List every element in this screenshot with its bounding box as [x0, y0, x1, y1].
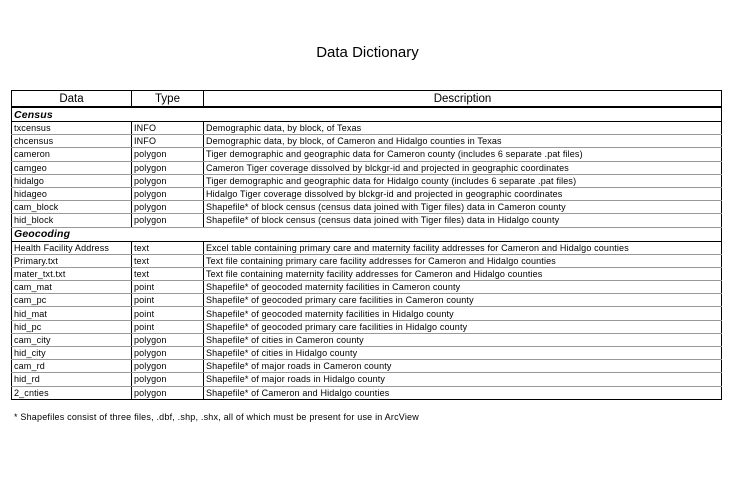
header-data: Data: [12, 91, 132, 108]
table-row: [12, 241, 722, 254]
table-row: [12, 122, 722, 135]
table-row: [12, 373, 722, 386]
cell-data: hidalgo: [12, 174, 132, 187]
cell-data: Health Facility Address: [12, 241, 132, 254]
header-description: Description: [204, 91, 722, 108]
data-dictionary-table: [11, 90, 722, 400]
cell-description: Demographic data, by block, of Texas: [204, 122, 722, 135]
cell-description: Shapefile* of geocoded maternity facilities in Hidalgo county: [204, 307, 722, 320]
header-type: Type: [132, 91, 204, 108]
cell-type: polygon: [132, 373, 204, 386]
table-row: [12, 201, 722, 214]
table-row: [12, 267, 722, 280]
cell-data: chcensus: [12, 135, 132, 148]
cell-description: Shapefile* of geocoded maternity facilities in Cameron county: [204, 281, 722, 294]
cell-description: Shapefile* of major roads in Cameron county: [204, 360, 722, 373]
cell-description: Shapefile* of Cameron and Hidalgo counties: [204, 386, 722, 399]
table-row: [12, 386, 722, 399]
table-row: [12, 214, 722, 227]
table-row: [12, 187, 722, 200]
cell-description: Demographic data, by block, of Cameron and Hidalgo counties in Texas: [204, 135, 722, 148]
cell-data: txcensus: [12, 122, 132, 135]
header-row: [12, 91, 722, 108]
cell-type: polygon: [132, 360, 204, 373]
cell-description: Shapefile* of block census (census data joined with Tiger files) data in Cameron county: [204, 201, 722, 214]
table-row: [12, 161, 722, 174]
cell-type: polygon: [132, 201, 204, 214]
footnote: * Shapefiles consist of three files, .dbf, .shp, .shx, all of which must be present for use in ArcView: [14, 412, 419, 422]
cell-type: polygon: [132, 386, 204, 399]
cell-data: cam_rd: [12, 360, 132, 373]
cell-description: Text file containing primary care facility addresses for Cameron and Hidalgo counties: [204, 254, 722, 267]
cell-type: point: [132, 294, 204, 307]
cell-data: cam_pc: [12, 294, 132, 307]
table-row: [12, 294, 722, 307]
cell-description: Text file containing maternity facility addresses for Cameron and Hidalgo counties: [204, 267, 722, 280]
cell-description: Shapefile* of cities in Hidalgo county: [204, 347, 722, 360]
section-title: Geocoding: [12, 227, 722, 241]
cell-data: hid_city: [12, 347, 132, 360]
cell-description: Shapefile* of major roads in Hidalgo county: [204, 373, 722, 386]
cell-description: Shapefile* of geocoded primary care facilities in Cameron county: [204, 294, 722, 307]
cell-description: Hidalgo Tiger coverage dissolved by blckgr-id and projected in geographic coordinates: [204, 187, 722, 200]
table-row: [12, 320, 722, 333]
cell-data: cam_block: [12, 201, 132, 214]
table-row: [12, 307, 722, 320]
cell-description: Tiger demographic and geographic data for Hidalgo county (includes 6 separate .pat files): [204, 174, 722, 187]
cell-data: Primary.txt: [12, 254, 132, 267]
cell-type: text: [132, 241, 204, 254]
cell-type: polygon: [132, 333, 204, 346]
table-row: [12, 333, 722, 346]
cell-data: hidageo: [12, 187, 132, 200]
cell-type: polygon: [132, 148, 204, 161]
table-row: [12, 148, 722, 161]
cell-data: camgeo: [12, 161, 132, 174]
cell-description: Shapefile* of cities in Cameron county: [204, 333, 722, 346]
cell-data: hid_block: [12, 214, 132, 227]
table-row: [12, 254, 722, 267]
cell-data: mater_txt.txt: [12, 267, 132, 280]
cell-type: point: [132, 281, 204, 294]
cell-type: text: [132, 254, 204, 267]
cell-type: INFO: [132, 135, 204, 148]
table-row: [12, 347, 722, 360]
page-title: Data Dictionary: [316, 44, 419, 61]
cell-data: hid_mat: [12, 307, 132, 320]
section-title: Census: [12, 107, 722, 122]
cell-description: Excel table containing primary care and maternity facility addresses for Cameron and Hidalgo counties: [204, 241, 722, 254]
cell-description: Tiger demographic and geographic data for Cameron county (includes 6 separate .pat files): [204, 148, 722, 161]
cell-description: Cameron Tiger coverage dissolved by blckgr-id and projected in geographic coordinates: [204, 161, 722, 174]
table-row: [12, 360, 722, 373]
section-row: [12, 227, 722, 241]
cell-type: polygon: [132, 161, 204, 174]
cell-data: hid_pc: [12, 320, 132, 333]
table-row: [12, 174, 722, 187]
cell-type: polygon: [132, 187, 204, 200]
table-row: [12, 281, 722, 294]
table-body: [12, 107, 722, 399]
cell-type: point: [132, 320, 204, 333]
cell-type: polygon: [132, 347, 204, 360]
cell-type: INFO: [132, 122, 204, 135]
table-row: [12, 135, 722, 148]
cell-type: polygon: [132, 214, 204, 227]
cell-data: 2_cnties: [12, 386, 132, 399]
cell-data: cam_city: [12, 333, 132, 346]
cell-data: cam_mat: [12, 281, 132, 294]
cell-data: cameron: [12, 148, 132, 161]
cell-type: point: [132, 307, 204, 320]
cell-type: polygon: [132, 174, 204, 187]
cell-data: hid_rd: [12, 373, 132, 386]
cell-type: text: [132, 267, 204, 280]
cell-description: Shapefile* of block census (census data joined with Tiger files) data in Hidalgo county: [204, 214, 722, 227]
section-row: [12, 107, 722, 122]
cell-description: Shapefile* of geocoded primary care facilities in Hidalgo county: [204, 320, 722, 333]
